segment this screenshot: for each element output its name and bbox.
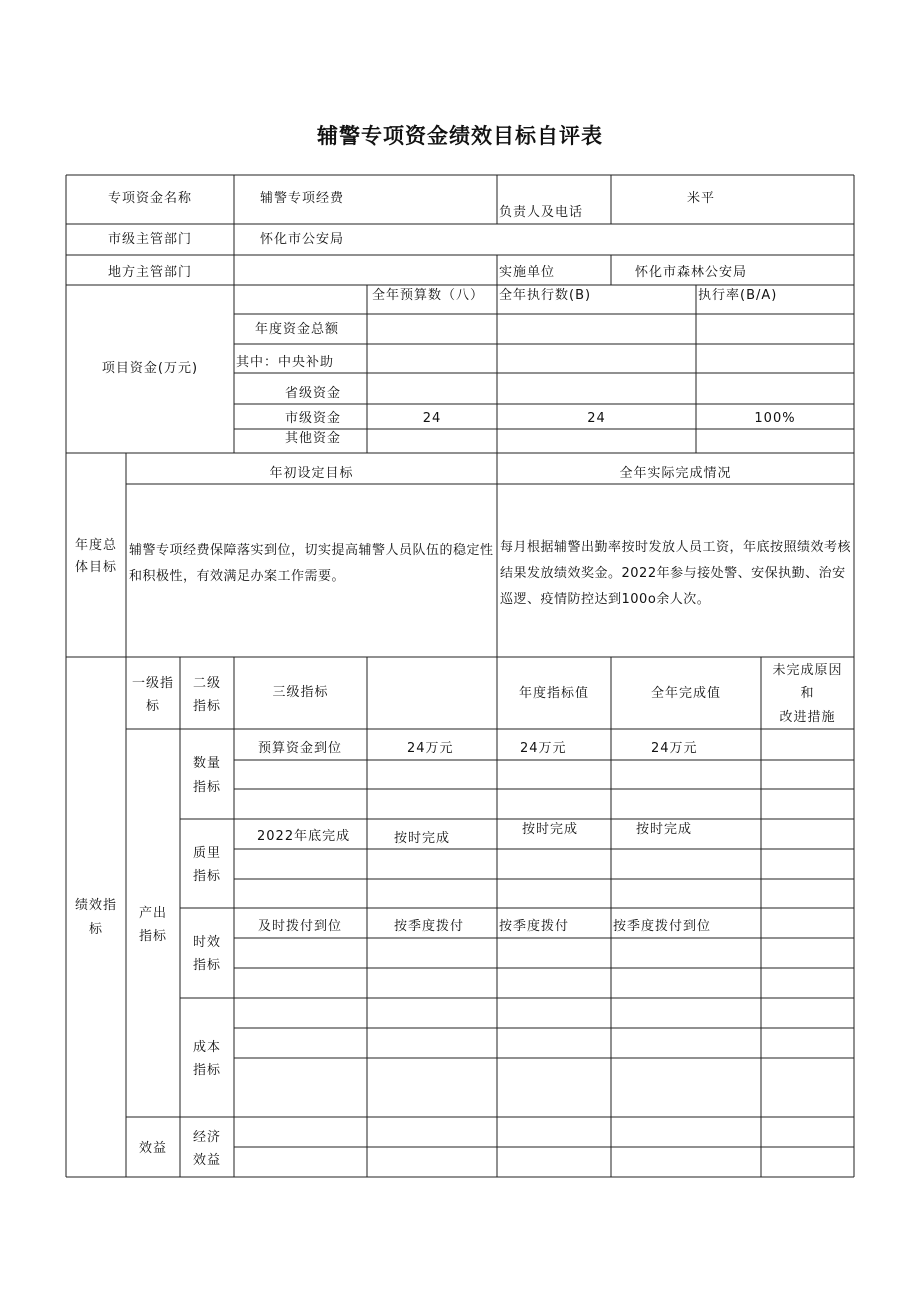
funds-col-exec: 全年执行数(B) xyxy=(499,288,592,303)
funds-row-label: 其他资金 xyxy=(285,431,342,446)
output-label-1: 产出 xyxy=(138,906,167,921)
funds-row-label: 市级资金 xyxy=(285,411,342,426)
funds-city-rate: 100% xyxy=(754,411,796,426)
econ-label-2: 效益 xyxy=(192,1153,221,1168)
impl-unit-label: 实施单位 xyxy=(499,265,556,280)
qual-name: 2022年底完成 xyxy=(257,829,351,844)
output-label-2: 指标 xyxy=(138,929,167,944)
cost-label-2: 指标 xyxy=(192,1063,221,1078)
time-name: 及时拨付到位 xyxy=(258,919,343,934)
h-level3: 三级指标 xyxy=(272,685,329,700)
cost-label-1: 成本 xyxy=(192,1040,221,1055)
fund-name-value: 辅警专项经费 xyxy=(260,191,345,206)
time-label-2: 指标 xyxy=(192,958,221,973)
qual-label-2: 指标 xyxy=(192,869,221,884)
local-dept-label: 地方主管部门 xyxy=(107,265,192,280)
h-target: 年度指标值 xyxy=(518,686,589,701)
h-actual: 全年完成值 xyxy=(650,686,721,701)
indicators-label-2: 标 xyxy=(88,922,103,937)
contact-value: 米平 xyxy=(686,191,715,206)
h-reason-3: 改进措施 xyxy=(779,710,836,725)
funds-city-exec: 24 xyxy=(587,411,606,426)
qual-label-1: 质里 xyxy=(192,846,221,861)
indicators-label-1: 绩效指 xyxy=(74,898,117,913)
contact-label: 负责人及电话 xyxy=(499,205,584,220)
h-level1-1: 一级指 xyxy=(131,676,174,691)
goals-set-text: 辅警专项经费保障落实到位，切实提高辅警人员队伍的稳定性和积极性，有效满足办案工作需要。 xyxy=(129,543,494,584)
time-actual: 按季度拨付到位 xyxy=(613,919,712,934)
qty-col2: 24万元 xyxy=(407,741,454,756)
h-level2-1: 二级 xyxy=(192,676,221,691)
goals-set-header: 年初设定目标 xyxy=(269,466,354,481)
fund-name-label: 专项资金名称 xyxy=(107,191,192,206)
h-level1-2: 标 xyxy=(145,699,160,714)
time-col2: 按季度拨付 xyxy=(394,919,465,934)
qty-label-2: 指标 xyxy=(192,780,221,795)
funds-row-label: 其中：中央补助 xyxy=(236,355,335,370)
h-level2-2: 指标 xyxy=(192,699,221,714)
qty-target: 24万元 xyxy=(520,741,567,756)
time-label-1: 时效 xyxy=(192,935,221,950)
page-title: 辅警专项资金绩效目标自评表 xyxy=(317,124,603,148)
qual-col2: 按时完成 xyxy=(394,831,451,846)
qty-name: 预算资金到位 xyxy=(258,741,343,756)
time-target: 按季度拨付 xyxy=(499,919,570,934)
qual-target: 按时完成 xyxy=(522,822,579,837)
goals-label-1: 年度总 xyxy=(74,538,117,553)
funds-section-label: 项目资金(万元) xyxy=(101,361,199,376)
qty-label-1: 数量 xyxy=(192,756,221,771)
goals-label-2: 体目标 xyxy=(74,560,117,575)
city-dept-value: 怀化市公安局 xyxy=(260,232,345,247)
funds-city-budget: 24 xyxy=(422,411,442,426)
h-reason-1: 未完成原因 xyxy=(772,663,843,678)
goals-actual-text: 每月根据辅警出勤率按时发放人员工资，年底按照绩效考核结果发放绩效奖金。2022年参与接处警、安保执勤、治安巡逻、疫情防控达到100o余人次。 xyxy=(500,540,852,607)
econ-label-1: 经济 xyxy=(192,1130,221,1145)
qual-actual: 按时完成 xyxy=(636,822,693,837)
benefit-label: 效益 xyxy=(138,1141,167,1156)
h-reason-2: 和 xyxy=(800,686,815,701)
funds-row-label: 年度资金总额 xyxy=(255,322,340,337)
goals-actual-header: 全年实际完成情况 xyxy=(619,466,732,481)
funds-col-rate: 执行率(B/A) xyxy=(698,288,778,303)
qty-actual: 24万元 xyxy=(651,741,698,756)
funds-col-budget: 全年预算数（八） xyxy=(372,288,485,303)
funds-row-label: 省级资金 xyxy=(285,386,342,401)
impl-unit-value: 怀化市森林公安局 xyxy=(635,265,748,280)
city-dept-label: 市级主管部门 xyxy=(107,232,192,247)
